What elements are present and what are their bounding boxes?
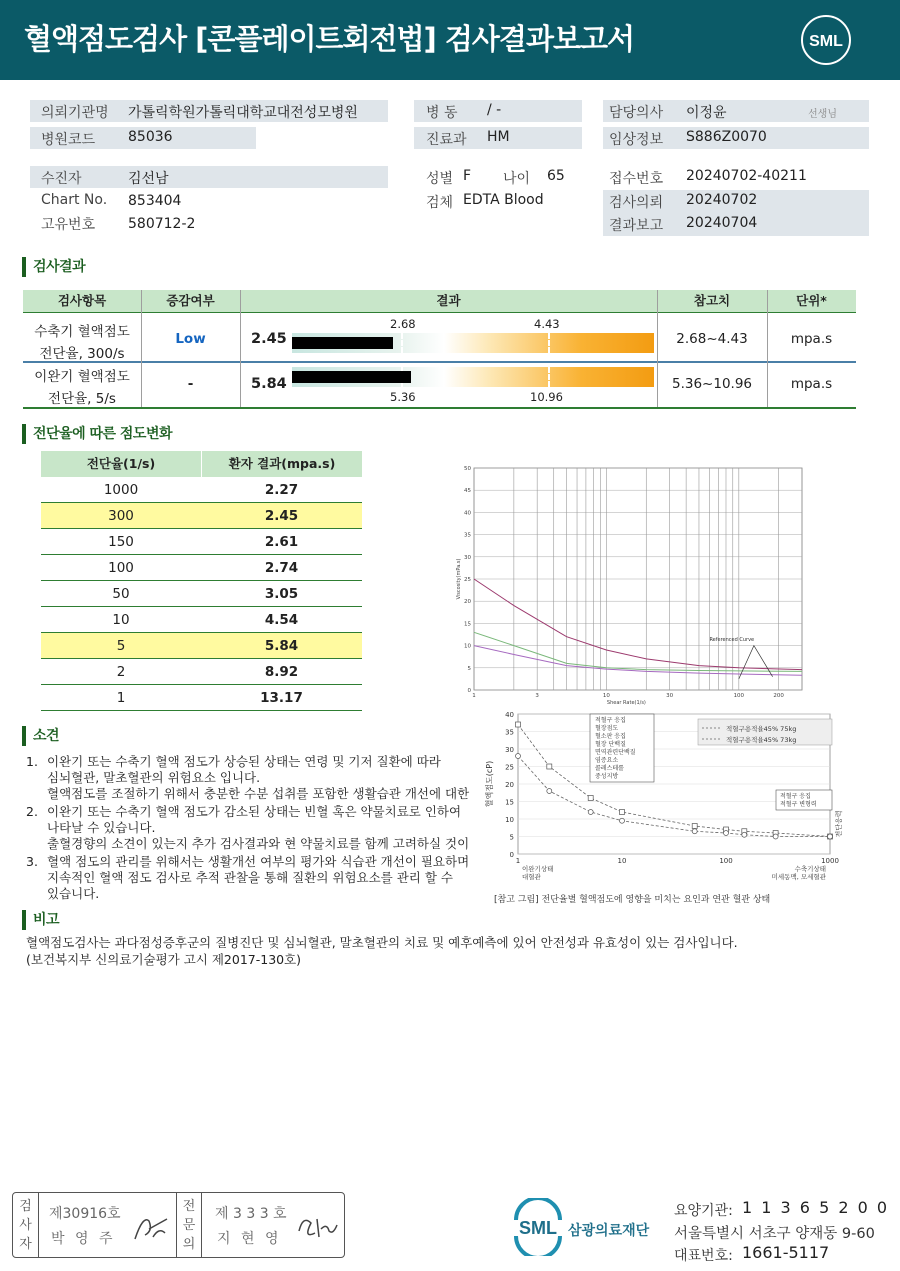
chart2-ytick: 10 <box>505 816 514 824</box>
result-item-line1: 이완기 혈액점도 <box>34 369 130 385</box>
chart2-ylabel: 혈액점도(cP) <box>485 760 494 808</box>
shear-row <box>41 607 362 633</box>
patient-value: 김선남 <box>128 171 169 187</box>
chart1-annotation: Referenced Curve <box>709 637 755 644</box>
tel-label: 대표번호: <box>674 1248 733 1264</box>
code-value: 85036 <box>128 129 173 145</box>
shear-section-title: 전단율에 따른 점도변화 <box>22 424 172 444</box>
shear-rate: 300 <box>108 508 134 524</box>
chart2-factor-line: 면역관련단백질 <box>595 749 636 756</box>
ward-value: / - <box>487 102 502 118</box>
clinical-value: S886Z0070 <box>686 129 767 145</box>
age-label: 나이 <box>503 171 531 187</box>
doctor-value: 이정윤 <box>686 105 727 121</box>
chart2-point <box>588 810 593 815</box>
opinion-line: 이완기 또는 수축기 혈액 점도가 감소된 상태는 빈혈 혹은 약물치료로 인하여 <box>47 804 462 819</box>
shear-rate: 50 <box>112 586 130 602</box>
chart1-xlabel: Shear Rate(1/s) <box>606 700 646 706</box>
report-title: 혈액점도검사 [콘플레이트회전법] 검사결과보고서 <box>24 22 634 56</box>
high-marker <box>548 367 550 387</box>
viscosity-curve-chart <box>452 460 808 712</box>
chart2-xtick: 10 <box>617 857 627 865</box>
chart1-xtick: 3 <box>535 693 539 699</box>
chart2-point <box>588 796 593 801</box>
foundation-name: 삼광의료재단 <box>568 1223 650 1239</box>
opinion-line: 심뇌혈관, 말초혈관의 위험요소 입니다. <box>47 770 261 785</box>
specialist-license: 제 3 3 3 호 <box>215 1206 287 1222</box>
request-value: 20240702 <box>686 192 758 208</box>
receipt-value: 20240702-40211 <box>686 168 807 184</box>
chart-label: Chart No. <box>41 192 108 208</box>
remark-line: 혈액점도검사는 과다점성증후군의 질병진단 및 심뇌혈관, 말초혈관의 치료 및 예후예측에 있어 안전성과 유효성이 있는 검사입니다. <box>26 935 738 950</box>
chart2-ytick: 20 <box>505 781 514 789</box>
chart2-ytick: 5 <box>509 833 514 842</box>
shear-rate: 5 <box>116 638 126 654</box>
inspector-label: 검사자 <box>13 1193 39 1257</box>
opinion-number: 2. <box>26 804 38 819</box>
remark-section-title: 비고 <box>22 910 59 930</box>
specialist-label: 전문의 <box>176 1193 202 1257</box>
chart2-point <box>692 829 697 834</box>
institution-code: 1 1 3 6 5 2 0 0 <box>742 1198 890 1217</box>
sml-logo <box>800 14 852 66</box>
chart2-ytick: 40 <box>505 711 514 719</box>
shear-rate: 2 <box>116 664 126 680</box>
shear-rate: 10 <box>112 612 130 628</box>
opinion-line: 이완기 또는 수축기 혈액 점도가 상승된 상태는 연령 및 기저 질환에 따라 <box>47 754 441 769</box>
chart2-factor-line: 혈소판 응집 <box>595 733 626 740</box>
inspector-name: 박 영 주 <box>51 1231 116 1247</box>
col-result: 결과 <box>240 290 657 312</box>
chart1-ytick: 40 <box>464 510 471 517</box>
low-marker <box>401 333 403 353</box>
shear-value: 4.54 <box>264 612 299 628</box>
chart1-xtick: 30 <box>666 693 674 699</box>
shear-value: 8.92 <box>264 664 299 680</box>
chart2-point <box>547 789 552 794</box>
chart2-xtick: 1 <box>515 857 521 865</box>
sml-footer-logo <box>510 1198 566 1256</box>
opinion-line: 지속적인 혈액 점도 검사로 추적 관찰을 통해 질환의 위험요소를 관리 할 수 <box>47 870 453 885</box>
shear-col-value: 환자 결과(mpa.s) <box>201 451 362 477</box>
signature-box <box>12 1192 345 1258</box>
chart2-factor-box <box>590 714 654 782</box>
sex-value: F <box>463 168 472 184</box>
chart2-ytick: 0 <box>509 851 514 859</box>
chart2-legend-item: 적혈구용적율45% 75kg <box>726 725 797 733</box>
chart2-factor-line: 혈장 단백질 <box>595 741 626 748</box>
result-high-tick: 10.96 <box>530 390 563 404</box>
result-item-line2: 전단율, 300/s <box>39 346 125 362</box>
address: 서울특별시 서초구 양재동 9-60 <box>674 1226 875 1242</box>
chart1-ytick: 15 <box>464 621 471 628</box>
opinion-line: 혈액점도를 조절하기 위해서 충분한 수분 섭취를 포함한 생활습관 개선에 대한 <box>47 786 470 801</box>
chart1-ytick: 35 <box>464 532 471 539</box>
result-value: 5.84 <box>251 376 287 392</box>
shear-row <box>41 529 362 555</box>
specialist-name: 지 현 영 <box>217 1231 282 1247</box>
shear-row <box>41 555 362 581</box>
chart1-ytick: 50 <box>464 466 471 472</box>
chart1-xtick: 1 <box>472 693 476 699</box>
institution-label: 요양기관: <box>674 1203 733 1219</box>
shear-value: 5.84 <box>264 638 299 654</box>
report-value: 20240704 <box>686 215 758 231</box>
chart2-point <box>516 754 521 759</box>
id-value: 580712-2 <box>128 216 196 232</box>
specialist-signature <box>293 1209 339 1245</box>
result-item-line2: 전단율, 5/s <box>48 391 116 407</box>
col-flag: 증감여부 <box>141 290 240 312</box>
chart2-xannot-left: 이완기상태 <box>522 865 554 873</box>
chart2-ytick: 15 <box>505 798 514 807</box>
org-value: 가톨릭학원가톨릭대학교대전성모병원 <box>128 105 358 121</box>
chart2-factor2-line: 적혈구 변형력 <box>780 801 817 808</box>
shear-rate: 1000 <box>103 482 139 498</box>
result-ref: 2.68~4.43 <box>676 331 748 347</box>
chart2-xannot-left: 대혈관 <box>522 873 541 881</box>
chart1-xtick: 10 <box>602 693 610 699</box>
svg-text:SML: SML <box>809 33 843 50</box>
chart2-point <box>724 831 729 836</box>
result-unit: mpa.s <box>790 331 833 347</box>
chart2-legend-item: 적혈구용적율45% 73kg <box>726 736 797 744</box>
tel-value: 1661-5117 <box>742 1243 830 1262</box>
chart2-ytick: 25 <box>505 763 514 772</box>
specimen-label: 검체 <box>426 195 454 211</box>
chart2-factor2-line: 적혈구 응집 <box>780 793 811 800</box>
shear-rate: 100 <box>108 560 134 576</box>
opinion-line: 혈액 점도의 관리를 위해서는 생활개선 여부의 평가와 식습관 개선이 필요하며 <box>47 854 470 869</box>
chart2-legend <box>698 719 832 745</box>
chart1-ytick: 30 <box>464 554 471 561</box>
chart-value: 853404 <box>128 193 182 209</box>
shear-value: 2.45 <box>264 508 299 524</box>
remark-line: (보건복지부 신의료기술평가 고시 제2017-130호) <box>26 952 302 967</box>
result-low-tick: 2.68 <box>390 317 416 331</box>
svg-text:SML: SML <box>519 1218 557 1238</box>
chart2-point <box>516 722 521 727</box>
shear-row <box>41 503 362 529</box>
doctor-label: 담당의사 <box>609 105 664 121</box>
col-item: 검사항목 <box>23 290 141 312</box>
chart1-ytick: 0 <box>467 688 471 694</box>
chart1-ytick: 5 <box>467 665 471 672</box>
chart1-ytick: 10 <box>464 643 471 650</box>
chart2-xtick: 1000 <box>821 857 839 865</box>
doctor-suffix: 선생님 <box>808 109 837 120</box>
age-value: 65 <box>547 168 565 184</box>
opinion-number: 3. <box>26 854 38 869</box>
shear-row <box>41 477 362 503</box>
dept-value: HM <box>487 129 510 145</box>
results-section-title: 검사결과 <box>22 257 85 277</box>
chart2-ytick: 35 <box>505 728 514 737</box>
report-label: 결과보고 <box>609 218 664 234</box>
result-value-bar <box>292 337 393 349</box>
inspector-signature <box>131 1209 171 1245</box>
shear-value: 3.05 <box>264 586 299 602</box>
chart2-factor-line: 적혈구 응집 <box>595 717 626 724</box>
reference-viscosity-chart <box>482 708 858 908</box>
clinical-label: 임상정보 <box>609 132 664 148</box>
chart2-y2label: 전단응력 <box>835 810 843 838</box>
receipt-label: 접수번호 <box>609 171 664 187</box>
chart2-xannot-right: 미세동맥, 모세혈관 <box>771 873 826 881</box>
opinion-line: 나타날 수 있습니다. <box>47 820 156 835</box>
chart2-point <box>620 810 625 815</box>
opinion-line: 출혈경향의 소견이 있는지 추가 검사결과와 현 약물치료를 함께 고려하실 것이 <box>47 836 470 851</box>
report-header <box>0 0 900 80</box>
org-label: 의뢰기관명 <box>41 105 109 121</box>
shear-row <box>41 581 362 607</box>
result-high-tick: 4.43 <box>534 317 560 331</box>
chart1-ytick: 45 <box>464 488 471 495</box>
high-marker <box>548 333 550 353</box>
shear-row <box>41 685 362 711</box>
result-value: 2.45 <box>251 331 287 347</box>
shear-rate: 150 <box>108 534 134 550</box>
chart2-ytick: 30 <box>505 746 514 754</box>
chart2-point <box>828 834 833 839</box>
result-item-line1: 수축기 혈액점도 <box>34 324 130 340</box>
patient-label: 수진자 <box>41 171 82 187</box>
id-label: 고유번호 <box>41 217 96 233</box>
chart2-factor-box2 <box>776 790 832 810</box>
opinion-number: 1. <box>26 754 38 769</box>
chart2-factor-line: 중성지방 <box>595 773 619 780</box>
chart1-xtick: 200 <box>773 693 784 699</box>
dept-label: 진료과 <box>426 132 467 148</box>
chart1-ytick: 25 <box>464 577 471 583</box>
ward-label: 병 동 <box>426 105 458 121</box>
inspector-license: 제30916호 <box>49 1206 121 1222</box>
sex-label: 성별 <box>426 171 454 187</box>
shear-row <box>41 659 362 685</box>
shear-value: 2.74 <box>264 560 299 576</box>
specimen-value: EDTA Blood <box>463 192 544 208</box>
chart2-point <box>620 818 625 823</box>
chart2-factor-line: 혈장점도 <box>595 725 619 732</box>
code-label: 병원코드 <box>41 132 96 148</box>
result-value-bar <box>292 371 411 383</box>
chart2-point <box>692 824 697 829</box>
shear-rate: 1 <box>116 690 126 706</box>
shear-value: 2.61 <box>264 534 299 550</box>
result-ref: 5.36~10.96 <box>671 376 753 392</box>
result-low-tick: 5.36 <box>390 390 416 404</box>
col-unit: 단위* <box>767 290 856 312</box>
chart1-xtick: 100 <box>733 693 745 699</box>
opinion-section-title: 소견 <box>22 726 59 746</box>
chart2-factor-line: 콜레스테롤 <box>595 765 624 772</box>
result-flag: - <box>187 376 194 392</box>
chart2-caption: [참고 그림] 전단율별 혈액점도에 영향을 미치는 요인과 연관 혈관 상태 <box>494 895 771 905</box>
chart2-xannot-right: 수축기상태 <box>794 865 826 873</box>
col-ref: 참고치 <box>657 290 767 312</box>
chart1-ytick: 20 <box>464 599 471 606</box>
shear-value: 13.17 <box>260 690 303 706</box>
result-flag: Low <box>175 331 206 347</box>
chart2-xtick: 100 <box>719 857 733 865</box>
shear-row <box>41 633 362 659</box>
shear-col-rate: 전단율(1/s) <box>41 451 201 477</box>
request-label: 검사의뢰 <box>609 195 664 211</box>
chart2-factor-line: 염증요소 <box>595 757 619 764</box>
shear-value: 2.27 <box>264 482 299 498</box>
chart2-point <box>547 764 552 769</box>
chart2-point <box>742 832 747 837</box>
opinion-line: 있습니다. <box>47 886 100 901</box>
result-unit: mpa.s <box>790 376 833 392</box>
chart2-point <box>773 834 778 839</box>
chart1-ylabel: Viscosity(mPa.s) <box>456 558 462 600</box>
